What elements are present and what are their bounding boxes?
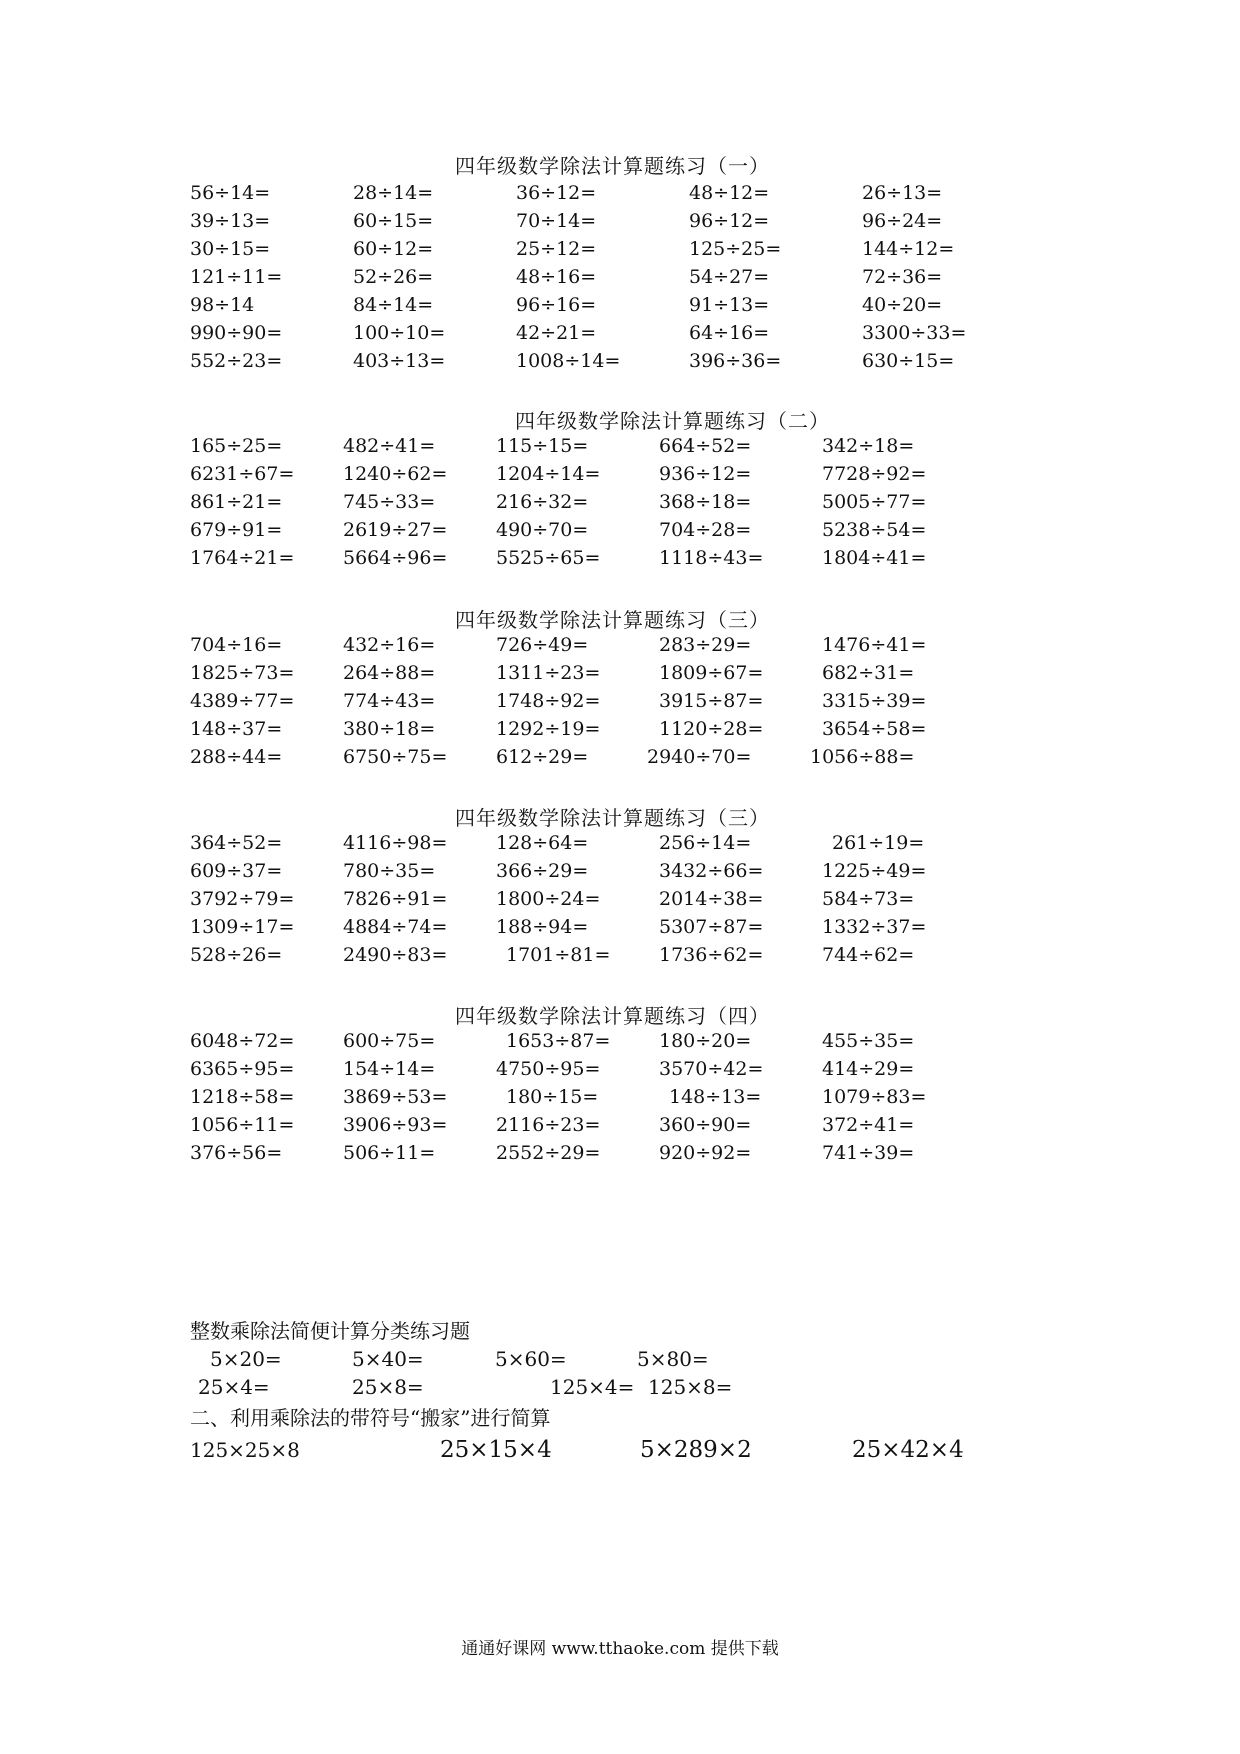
problem: 91÷13= <box>689 294 770 316</box>
problem: 3315÷39= <box>822 690 927 712</box>
problem: 60÷12= <box>353 238 434 260</box>
problem-row <box>190 348 1090 374</box>
problem-row <box>190 858 1090 884</box>
problem-row <box>190 433 1090 459</box>
problem: 1701÷81= <box>506 944 611 966</box>
section-title: 四年级数学除法计算题练习（四） <box>455 1004 770 1028</box>
problem: 664÷52= <box>659 435 752 457</box>
problem: 1056÷11= <box>190 1114 295 1136</box>
problem: 936÷12= <box>659 463 752 485</box>
problem: 3792÷79= <box>190 888 295 910</box>
problem: 1240÷62= <box>343 463 448 485</box>
problem: 1292÷19= <box>496 718 601 740</box>
problem: 25×42×4 <box>852 1437 964 1463</box>
problem: 380÷18= <box>343 718 436 740</box>
problem: 5×60= <box>495 1347 567 1371</box>
problem: 342÷18= <box>822 435 915 457</box>
problem: 7728÷92= <box>822 463 927 485</box>
simplify-heading: 整数乘除法简便计算分类练习题 <box>190 1319 470 1343</box>
problem: 1764÷21= <box>190 547 295 569</box>
problem: 704÷16= <box>190 634 283 656</box>
section-title: 四年级数学除法计算题练习（一） <box>455 154 770 178</box>
problem: 2116÷23= <box>496 1114 601 1136</box>
problem: 1748÷92= <box>496 690 601 712</box>
problem: 1309÷17= <box>190 916 295 938</box>
problem: 6048÷72= <box>190 1030 295 1052</box>
problem: 609÷37= <box>190 860 283 882</box>
problem: 154÷14= <box>343 1058 436 1080</box>
problem: 96÷16= <box>516 294 597 316</box>
problem: 780÷35= <box>343 860 436 882</box>
problem: 5525÷65= <box>496 547 601 569</box>
problem: 506÷11= <box>343 1142 436 1164</box>
problem-row <box>190 1112 1090 1138</box>
problem-row <box>190 236 1090 262</box>
problem-row <box>190 1028 1090 1054</box>
problem: 455÷35= <box>822 1030 915 1052</box>
problem: 630÷15= <box>862 350 955 372</box>
problem: 6750÷75= <box>343 746 448 768</box>
problem: 144÷12= <box>862 238 955 260</box>
problem: 2619÷27= <box>343 519 448 541</box>
problem: 1225÷49= <box>822 860 927 882</box>
problem: 3432÷66= <box>659 860 764 882</box>
problem-row <box>190 688 1090 714</box>
problem: 3906÷93= <box>343 1114 448 1136</box>
problem: 1204÷14= <box>496 463 601 485</box>
problem: 861÷21= <box>190 491 283 513</box>
problem-row <box>190 320 1090 346</box>
problem: 704÷28= <box>659 519 752 541</box>
problem: 744÷62= <box>822 944 915 966</box>
problem: 121÷11= <box>190 266 283 288</box>
problem: 1809÷67= <box>659 662 764 684</box>
problem: 84÷14= <box>353 294 434 316</box>
problem: 100÷10= <box>353 322 446 344</box>
problem: 125×4= <box>550 1375 635 1399</box>
problem: 26÷13= <box>862 182 943 204</box>
problem: 360÷90= <box>659 1114 752 1136</box>
problem: 1056÷88= <box>810 746 915 768</box>
problem: 48÷16= <box>516 266 597 288</box>
problem: 64÷16= <box>689 322 770 344</box>
problem: 1008÷14= <box>516 350 621 372</box>
problem: 1118÷43= <box>659 547 764 569</box>
problem: 54÷27= <box>689 266 770 288</box>
problem-row <box>190 489 1090 515</box>
problem-row <box>190 632 1090 658</box>
problem: 3570÷42= <box>659 1058 764 1080</box>
problem: 3915÷87= <box>659 690 764 712</box>
problem: 584÷73= <box>822 888 915 910</box>
problem: 368÷18= <box>659 491 752 513</box>
problem: 1120÷28= <box>659 718 764 740</box>
problem-row <box>190 292 1090 318</box>
problem: 490÷70= <box>496 519 589 541</box>
problem: 5307÷87= <box>659 916 764 938</box>
problem: 682÷31= <box>822 662 915 684</box>
section-title: 四年级数学除法计算题练习（三） <box>455 806 770 830</box>
problem: 6231÷67= <box>190 463 295 485</box>
problem: 36÷12= <box>516 182 597 204</box>
problem: 3654÷58= <box>822 718 927 740</box>
problem-row <box>190 461 1090 487</box>
problem: 376÷56= <box>190 1142 283 1164</box>
problem: 2490÷83= <box>343 944 448 966</box>
problem: 6365÷95= <box>190 1058 295 1080</box>
problem: 5×80= <box>637 1347 709 1371</box>
problem: 1476÷41= <box>822 634 927 656</box>
problem: 96÷12= <box>689 210 770 232</box>
problem: 364÷52= <box>190 832 283 854</box>
problem: 612÷29= <box>496 746 589 768</box>
problem: 283÷29= <box>659 634 752 656</box>
problem-row <box>190 1084 1090 1110</box>
problem: 366÷29= <box>496 860 589 882</box>
problem: 40÷20= <box>862 294 943 316</box>
problem: 42÷21= <box>516 322 597 344</box>
problem: 96÷24= <box>862 210 943 232</box>
problem: 1311÷23= <box>496 662 601 684</box>
problem: 372÷41= <box>822 1114 915 1136</box>
problem: 1218÷58= <box>190 1086 295 1108</box>
problem-row <box>190 744 1090 770</box>
problem: 1736÷62= <box>659 944 764 966</box>
problem: 30÷15= <box>190 238 271 260</box>
problem: 528÷26= <box>190 944 283 966</box>
problem: 256÷14= <box>659 832 752 854</box>
problem: 1825÷73= <box>190 662 295 684</box>
problem: 482÷41= <box>343 435 436 457</box>
problem: 774÷43= <box>343 690 436 712</box>
problem-row <box>190 545 1090 571</box>
problem: 128÷64= <box>496 832 589 854</box>
problem: 148÷13= <box>669 1086 762 1108</box>
problem: 56÷14= <box>190 182 271 204</box>
problem: 2014÷38= <box>659 888 764 910</box>
problem: 679÷91= <box>190 519 283 541</box>
simplify-subheading: 二、利用乘除法的带符号“搬家”进行简算 <box>190 1406 551 1430</box>
problem: 115÷15= <box>496 435 589 457</box>
problem: 60÷15= <box>353 210 434 232</box>
problem: 1653÷87= <box>506 1030 611 1052</box>
problem: 920÷92= <box>659 1142 752 1164</box>
problem-row <box>190 264 1090 290</box>
problem: 552÷23= <box>190 350 283 372</box>
footer-text: 通通好课网 www.tthaoke.com 提供下载 <box>461 1639 779 1659</box>
problem-row <box>190 914 1090 940</box>
problem: 28÷14= <box>353 182 434 204</box>
problem-row <box>190 830 1090 856</box>
problem: 414÷29= <box>822 1058 915 1080</box>
problem: 3869÷53= <box>343 1086 448 1108</box>
problem: 148÷37= <box>190 718 283 740</box>
problem-row <box>190 1140 1090 1166</box>
problem: 2552÷29= <box>496 1142 601 1164</box>
problem: 5×289×2 <box>640 1437 752 1463</box>
problem: 4389÷77= <box>190 690 295 712</box>
problem: 25×15×4 <box>440 1437 552 1463</box>
problem: 1804÷41= <box>822 547 927 569</box>
problem-row <box>190 1056 1090 1082</box>
problem: 188÷94= <box>496 916 589 938</box>
problem: 403÷13= <box>353 350 446 372</box>
problem: 180÷15= <box>506 1086 599 1108</box>
problem: 4750÷95= <box>496 1058 601 1080</box>
problem: 5238÷54= <box>822 519 927 541</box>
problem: 52÷26= <box>353 266 434 288</box>
problem: 741÷39= <box>822 1142 915 1164</box>
problem: 1800÷24= <box>496 888 601 910</box>
problem: 180÷20= <box>659 1030 752 1052</box>
problem-row <box>190 942 1090 968</box>
problem: 4116÷98= <box>343 832 448 854</box>
problem: 165÷25= <box>190 435 283 457</box>
problem: 3300÷33= <box>862 322 967 344</box>
problem: 288÷44= <box>190 746 283 768</box>
problem: 98÷14 <box>190 294 255 316</box>
problem: 70÷14= <box>516 210 597 232</box>
problem: 5×20= <box>210 1347 282 1371</box>
problem: 5×40= <box>352 1347 424 1371</box>
problem-row <box>190 517 1090 543</box>
problem: 4884÷74= <box>343 916 448 938</box>
problem: 125÷25= <box>689 238 782 260</box>
problem: 25÷12= <box>516 238 597 260</box>
problem: 264÷88= <box>343 662 436 684</box>
section-title: 四年级数学除法计算题练习（二） <box>515 409 830 433</box>
problem-row <box>190 886 1090 912</box>
problem: 5664÷96= <box>343 547 448 569</box>
problem-row <box>190 716 1090 742</box>
problem-row <box>190 208 1090 234</box>
problem: 125×25×8 <box>190 1438 300 1462</box>
problem: 745÷33= <box>343 491 436 513</box>
problem: 726÷49= <box>496 634 589 656</box>
problem: 7826÷91= <box>343 888 448 910</box>
section-title: 四年级数学除法计算题练习（三） <box>455 608 770 632</box>
problem: 39÷13= <box>190 210 271 232</box>
problem: 5005÷77= <box>822 491 927 513</box>
problem: 600÷75= <box>343 1030 436 1052</box>
problem: 396÷36= <box>689 350 782 372</box>
problem: 25×4= <box>198 1375 270 1399</box>
problem: 125×8= <box>648 1375 733 1399</box>
problem: 72÷36= <box>862 266 943 288</box>
problem: 25×8= <box>352 1375 424 1399</box>
problem-row <box>190 660 1090 686</box>
problem: 990÷90= <box>190 322 283 344</box>
problem: 261÷19= <box>832 832 925 854</box>
problem: 2940÷70= <box>647 746 752 768</box>
problem: 432÷16= <box>343 634 436 656</box>
problem: 1079÷83= <box>822 1086 927 1108</box>
problem: 1332÷37= <box>822 916 927 938</box>
problem: 48÷12= <box>689 182 770 204</box>
problem: 216÷32= <box>496 491 589 513</box>
problem-row <box>190 180 1090 206</box>
